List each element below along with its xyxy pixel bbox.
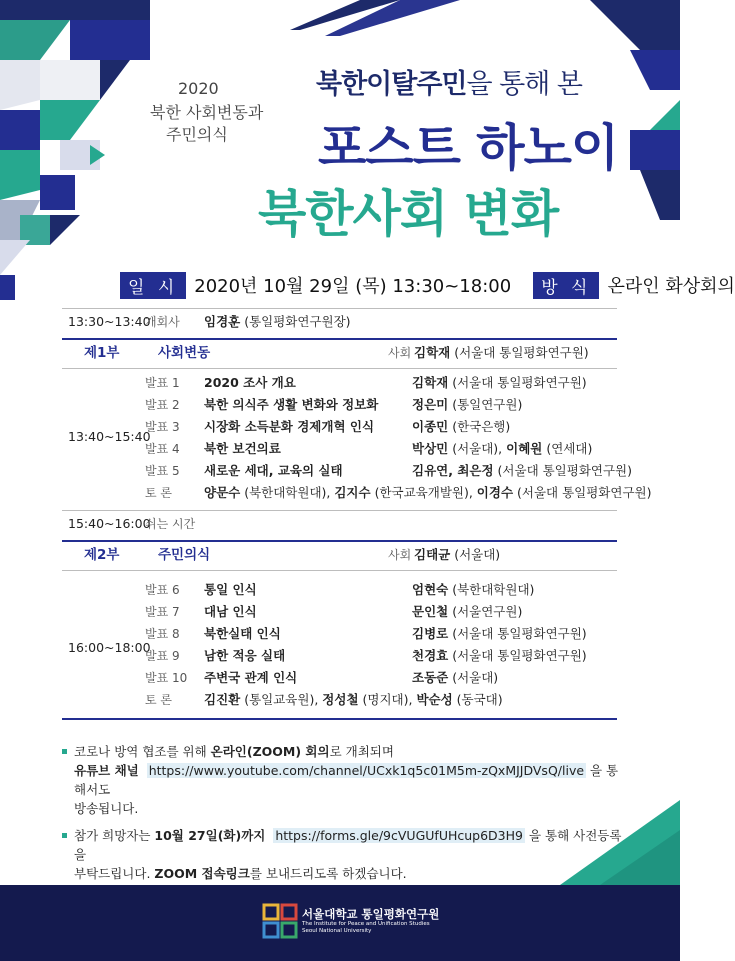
opening-time: 13:30~13:40 [68, 314, 151, 329]
session-label: 발표 5 [145, 464, 180, 478]
program-bottom-rule [62, 718, 617, 720]
main-title-line2: 북한사회 변화 [258, 185, 559, 243]
part2-chair-label: 사회 [388, 548, 412, 562]
discussion-panel [204, 690, 503, 710]
speaker-name: 정은미 [412, 397, 449, 412]
session-label: 발표 3 [145, 420, 180, 434]
note1-text-f: 방송됩니다. [74, 801, 139, 816]
session-label: 발표 8 [145, 627, 180, 641]
speaker-name: 엄현숙 [412, 582, 449, 597]
date-tag: 일 시 [120, 272, 186, 299]
session-row [0, 439, 680, 459]
part2-top-rule [62, 540, 617, 542]
speaker-affil: (서울대 통일평화연구원) [448, 626, 587, 641]
session-speaker [412, 373, 587, 393]
session-title: 시장화 소득분화 경제개혁 인식 [204, 419, 375, 434]
opening-row [0, 312, 680, 332]
panelist-name: 양문수 [204, 485, 241, 500]
event-year: 2020 [178, 79, 219, 98]
note2-text-f: 를 보내드리도록 하겠습니다. [249, 866, 407, 881]
opening-label: 개회사 [145, 315, 180, 329]
break-time: 15:40~16:00 [68, 516, 151, 531]
session-speaker [412, 417, 510, 437]
opening-speaker-affil: (통일평화연구원장) [240, 314, 351, 329]
session-title: 북한 보건의료 [204, 441, 281, 456]
session-label: 발표 7 [145, 605, 180, 619]
speaker-name: 김병로 [412, 626, 449, 641]
note1-text-d: 유튜브 채널 [74, 763, 139, 778]
note1-text-a: 코로나 방역 협조를 위해 [74, 744, 211, 759]
session-label: 발표 9 [145, 649, 180, 663]
institute-logo-icon [262, 903, 298, 939]
session-label: 발표 10 [145, 671, 188, 685]
part1-chair-affil: (서울대 통일평화연구원) [450, 345, 589, 360]
part1-title: 사회변동 [158, 345, 211, 361]
panelist-name: 김진환 [204, 692, 241, 707]
discussion-row [0, 690, 680, 710]
speaker-affil: (한국은행) [448, 419, 511, 434]
note1-text-b: 온라인(ZOOM) 회의 [210, 744, 330, 759]
bullet-icon [62, 749, 67, 754]
panelist-affil: (통일교육원), [240, 692, 323, 707]
speaker-affil: (서울대) [448, 670, 499, 685]
divider [62, 308, 617, 309]
session-speaker [412, 461, 632, 481]
session-speaker [412, 668, 498, 688]
speaker-affil: (북한대학원대) [448, 582, 535, 597]
session-title: 2020 조사 개요 [204, 375, 296, 390]
session-row [0, 602, 680, 622]
panelist-affil: (북한대학원대), [240, 485, 335, 500]
org-name-korean: 서울대학교 통일평화연구원 [302, 907, 440, 921]
session-label: 발표 6 [145, 583, 180, 597]
session-row [0, 580, 680, 600]
session-speaker [412, 646, 587, 666]
panelist-affil: (동국대) [452, 692, 503, 707]
opening-speaker-name: 임경훈 [204, 314, 241, 329]
session-speaker [412, 624, 587, 644]
speaker2-affil: (연세대) [542, 441, 593, 456]
title-lead-rest: 을 통해 본 [466, 69, 582, 100]
note2-text-c: 을 통해 사전등록을 [74, 828, 622, 862]
session-title: 주변국 관계 인식 [204, 670, 298, 685]
break-label: 쉬는 시간 [145, 517, 196, 531]
session-label: 발표 4 [145, 442, 180, 456]
session-title: 북한 의식주 생활 변화와 정보화 [204, 397, 379, 412]
note2-text-b: 10월 27일(화)까지 [154, 828, 266, 843]
session-row [0, 668, 680, 688]
speaker-affil: (서울대 통일평화연구원) [448, 648, 587, 663]
session-speaker [412, 602, 522, 622]
notes-section [62, 742, 622, 902]
note2-text-a: 참가 희망자는 [74, 828, 155, 843]
speaker-name: 이종민 [412, 419, 449, 434]
speaker-name: 조동준 [412, 670, 449, 685]
session-title: 새로운 세대, 교육의 실태 [204, 463, 343, 478]
part2-chair-affil: (서울대) [450, 547, 501, 562]
break-row [0, 514, 680, 534]
note1-text-c: 로 개최되며 [329, 744, 394, 759]
method-value: 온라인 화상회의 [607, 276, 735, 297]
panelist-name: 박순성 [416, 692, 453, 707]
speaker2-name: 이혜원 [506, 441, 543, 456]
part2-chair-name: 김태균 [414, 547, 451, 562]
part1-label: 제1부 [84, 345, 120, 361]
panelist-name: 이경수 [476, 485, 514, 500]
opening-speaker [204, 312, 351, 332]
bullet-icon [62, 833, 67, 838]
event-subtitle-line1: 북한 사회변동과 [150, 103, 264, 122]
speaker-name: 박상민 [412, 441, 449, 456]
session-title: 통일 인식 [204, 582, 257, 597]
discussion-label: 토 론 [145, 693, 172, 707]
panelist-affil: (명지대), [358, 692, 417, 707]
speaker-affil: (서울대), [448, 441, 507, 456]
part2-chair [414, 545, 500, 565]
panelist-name: 정성철 [322, 692, 359, 707]
title-lead-bold: 북한이탈주민 [316, 69, 467, 100]
speaker-affil: (서울연구원) [448, 604, 523, 619]
speaker-affil: (통일연구원) [448, 397, 523, 412]
session-title: 대남 인식 [204, 604, 257, 619]
session-title: 남한 적응 실태 [204, 648, 286, 663]
note-online [62, 742, 622, 818]
panelist-affil: (한국교육개발원), [370, 485, 477, 500]
speaker-affil: (서울대 통일평화연구원) [448, 375, 587, 390]
event-info-bar [120, 271, 735, 299]
session-speaker [412, 580, 534, 600]
speaker-name: 김유연, 최은정 [412, 463, 494, 478]
date-value: 2020년 10월 29일 (목) 13:30~18:00 [194, 276, 512, 297]
session-row [0, 373, 680, 393]
part1-header [0, 343, 680, 363]
session-title: 북한실태 인식 [204, 626, 281, 641]
session-label: 발표 1 [145, 376, 180, 390]
speaker-affil: (서울대 통일평화연구원) [493, 463, 633, 478]
session-row [0, 646, 680, 666]
part1-top-rule [62, 338, 617, 340]
part1-time: 13:40~15:40 [68, 429, 151, 444]
part2-header [0, 545, 680, 565]
part2-label: 제2부 [84, 547, 120, 563]
session-row [0, 461, 680, 481]
session-row [0, 417, 680, 437]
panelist-affil: (서울대 통일평화연구원) [513, 485, 652, 500]
title-lead [316, 62, 582, 101]
session-speaker [412, 439, 592, 459]
note2-text-d: 부탁드립니다. [74, 866, 155, 881]
org-name-english: The Institute for Peace and Unification Studies [302, 921, 430, 927]
session-label: 발표 2 [145, 398, 180, 412]
speaker-name: 김학재 [412, 375, 449, 390]
method-tag: 방 식 [533, 272, 599, 299]
note2-text-e: ZOOM 접속링크 [154, 866, 250, 881]
part1-chair-label: 사회 [388, 346, 412, 360]
event-subtitle-line2: 주민의식 [166, 125, 228, 144]
session-speaker [412, 395, 522, 415]
part1-chair [414, 343, 589, 363]
discussion-panel [204, 483, 651, 503]
discussion-row [0, 483, 680, 503]
discussion-label: 토 론 [145, 486, 172, 500]
part2-time: 16:00~18:00 [68, 640, 151, 655]
session-row [0, 395, 680, 415]
part2-title: 주민의식 [158, 547, 211, 563]
divider [62, 510, 617, 511]
divider [62, 570, 617, 571]
main-title-line1: 포스트 하노이 [318, 119, 619, 177]
part1-chair-name: 김학재 [414, 345, 451, 360]
youtube-link[interactable]: https://www.youtube.com/channel/UCxk1q5c01M5m-zQxMJJDVsQ/live [148, 763, 585, 778]
note1-text-e: 을 통해서도 [74, 763, 619, 797]
session-row [0, 624, 680, 644]
registration-link[interactable]: https://forms.gle/9cVUGUfUHcup6D3H9 [275, 828, 523, 843]
divider [62, 368, 617, 369]
org-university-english: Seoul National University [302, 928, 372, 934]
panelist-name: 김지수 [334, 485, 371, 500]
speaker-name: 문인철 [412, 604, 449, 619]
speaker-name: 천경효 [412, 648, 449, 663]
